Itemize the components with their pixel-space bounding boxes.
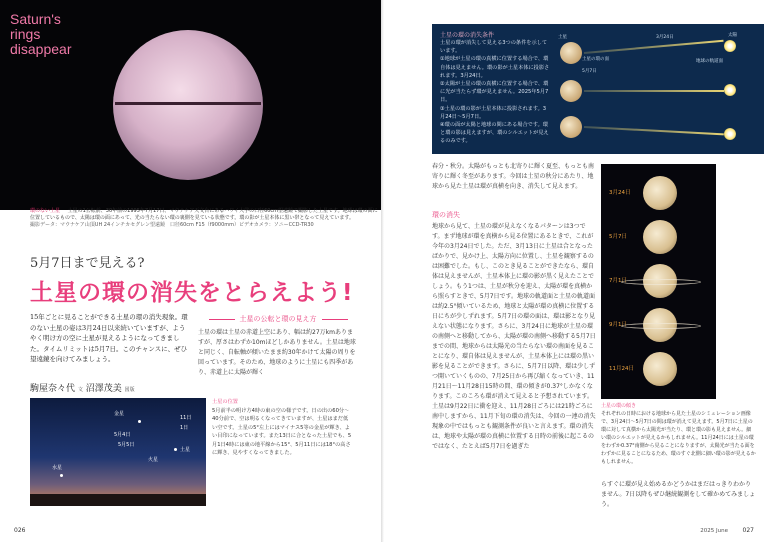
phase-row bbox=[601, 172, 716, 214]
label-mars: 火星 bbox=[148, 457, 159, 463]
phase-date-label: 5月7日 bbox=[609, 234, 627, 240]
label-d11: 11日 bbox=[180, 415, 192, 421]
label-d1: 1日 bbox=[180, 425, 189, 431]
byline bbox=[30, 381, 135, 394]
photo-caption bbox=[30, 208, 380, 229]
issue-label: 2025 June bbox=[700, 528, 728, 534]
page-number-right: 027 bbox=[742, 527, 754, 534]
label-mercury: 水星 bbox=[52, 465, 63, 471]
diagram-saturn-2 bbox=[560, 80, 582, 102]
phase-date-label: 11月24日 bbox=[609, 366, 634, 372]
ring-condition-diagram bbox=[432, 24, 764, 154]
sun-icon-3 bbox=[724, 128, 736, 140]
ring-phase-simulation bbox=[601, 164, 716, 399]
illustrator-role: 図版 bbox=[124, 387, 135, 393]
sunlight-beam-2 bbox=[584, 90, 724, 92]
section-heading: 土星の公転と環の見え方 bbox=[198, 314, 358, 324]
lede-subtitle: 5月7日まで見える? bbox=[30, 256, 145, 271]
sunlight-beam-3 bbox=[584, 126, 724, 135]
mercury-marker bbox=[60, 474, 63, 477]
label-venus: 金星 bbox=[114, 411, 125, 417]
caption-credit: 撮影データ：マウナケア山頂UH 24インチカセグレン望遠鏡 口径60cm F15（f9000mm）ビデオカメラ：ソニーCCD-TR30 bbox=[30, 222, 314, 228]
phase-date-label: 9月1日 bbox=[609, 322, 627, 328]
body-text-top: 春分・秋分。太陽がもっとも北寄りに輝く夏至、もっとも南寄りに輝く冬至があります。今回は土星の秋分にあたり、地球から見た土星は環が真横を向き、消失して見えます。 bbox=[432, 163, 595, 190]
sun-icon-2 bbox=[724, 84, 736, 96]
body-text: 土星の環は土星の赤道上空にあり、幅は約27万kmありますが、厚さはわずか10mほどしかありません。土星は地球と同じく、自転軸が傾いたまま約30年かけて太陽の周りを回っています。そのため、地球のように土星にも四季があり、赤道上に太陽が輝く bbox=[198, 329, 356, 376]
article-title: 土星の環の消失をとらえよう! bbox=[30, 280, 354, 306]
body-text-main: 地球から見て、土星の環が見えなくなるパターンは3つです。まず地球が環を真横から見る位置にあるときで、これが今年の3月24日でした。ただ、3月13日に土星は合となったばかりで、見かけ上、太陽方向に位置し、土星を観察するのは困難でした。もし、このとき見ることができたなら、環自体は見えませんが、土星本体上に環の影が黒く見えたことでしょう。もう1つは、土星が秋分を迎え、太陽が環を真横から照らすときで、5月7日です。地球の軌道面と土星の軌道面は約2.5°傾いているため、地球と太陽が環の真横に位置する日にちが少しずれます。5月7日の環の面は、環は影となり見えない状態になります。さらに、3月24日に地球が土星の環の南側へと移動してから、太陽が環の南側へ移動する5月7日までの間、地球からは太陽光の当たらない環の南面を見ることになり、環自体は見えませんが、土星本体上には環の黒い影を見ることができます。さらに、5月7日以降、環は少しずつ開いていくものの、7月25日から再び縮くなっていき、11月21日〜11月28日15時の間、環の傾きが0.37°しかなくなります。このころも環が消えて見えると予想されています。土星は9月22日に衝を迎え、11月28日ごろには21時ごろに南中しますから、11月下旬の環の消失は、今回の一連の消失現象の中ではもっとも観測条件が良いと言えます。環の消失は、地球や太陽が環の真横に位置する日時の前後に起こるのではなく、たとえば5月7日を過ぎた bbox=[432, 223, 596, 450]
phase-row bbox=[601, 260, 716, 302]
venus-marker bbox=[138, 420, 141, 423]
label-moon-1: 5月4日 bbox=[114, 432, 131, 438]
phase-ring bbox=[621, 323, 701, 329]
diagram-label-sun: 太陽 bbox=[728, 33, 737, 38]
body-text-end: らすぐに環が見え始めるかどうかはまだはっきりわかりません。7日以降もぜひ継続観測をして確かめてみましょう。 bbox=[601, 481, 756, 508]
phase-saturn bbox=[643, 176, 677, 210]
phase-saturn bbox=[643, 220, 677, 254]
phase-caption-tag: 土星の環の傾き bbox=[601, 403, 637, 409]
ring-shadow-band bbox=[115, 102, 261, 105]
dawn-sky-photo bbox=[30, 398, 206, 506]
sky-caption bbox=[212, 398, 352, 458]
sunlight-beam-1 bbox=[584, 40, 724, 54]
diagram-label-date1: 3月24日 bbox=[656, 35, 674, 40]
diagram-label-earth-orbit: 地球の軌道面 bbox=[696, 59, 723, 64]
saturn-image bbox=[113, 30, 263, 180]
phase-saturn bbox=[643, 352, 677, 386]
phase-caption-text: それぞれの日時における地球から見た土星のシミュレーション画像で、3月24日〜5月7日の間は環が消えて見えます。5月7日に土星の環に対して真横から太陽光が当たり、環と環の影も見えません。細い環のシルエットが見えるかもしれません。11月24日には土星の環をわずか0.37°南側から見ることになりますが、太陽光が当たる面をわずかに見ることになるため、環のすぐ北側に細い環の影が見えるかもしれません。 bbox=[601, 411, 756, 465]
illustrator-name: 沼澤茂美 bbox=[85, 384, 122, 394]
phase-row bbox=[601, 216, 716, 258]
diagram-label-date2: 5月7日 bbox=[582, 69, 597, 74]
page-number-left: 026 bbox=[14, 527, 26, 534]
label-saturn: 土星 bbox=[180, 447, 191, 453]
sky-caption-text: 5月前半の明け方4時の東の空の様子です。日の出の60分〜40分前で、空は明るくなってきていますが、土星はまだ低い空です。土星の5°左上にはマイナス5等の金星が輝き、よい目印になっています。また13日に合となった土星でも、5月1日4時には東の地平線から15°、5月11日には18°の高さに輝き、見やすくなってきました。 bbox=[212, 407, 352, 456]
saturn-marker bbox=[174, 448, 177, 451]
diagram-label-saturn: 土星 bbox=[558, 35, 567, 40]
diagram-text: 土星の環が消失して見える3つの条件を示しています。 ①地球が土星の環の真横に位置する場合で、環自体は見えません。環の影が土星本体に投影されます。3月24日。 ②太陽が土星の環の真横に位置する場合で、環に光が当たらず環が見えません。2025年5月7日。 ③土星の環の影が土星本体に投影されます。3月24日〜5月7日。 ④環の面が太陽と地球の間にある場合です。環と環の影は見えますが、環のシルエットが見えるのみです。 bbox=[440, 40, 550, 145]
right-page bbox=[384, 0, 768, 542]
diagram-title: 土星の環の消失条件 bbox=[440, 32, 495, 39]
sun-icon-1 bbox=[724, 40, 736, 52]
section-heading-disappear: 環の消失 bbox=[432, 211, 460, 219]
caption-tag: 環のない土星 bbox=[30, 208, 61, 214]
diagram-label-ring-plane: 土星の環の面 bbox=[582, 57, 609, 62]
phase-date-label: 7月1日 bbox=[609, 278, 627, 284]
sky-caption-tag: 土星の位置 bbox=[212, 399, 238, 405]
label-moon-2: 5月5日 bbox=[118, 442, 135, 448]
phase-row bbox=[601, 348, 716, 390]
saturn-photo bbox=[0, 0, 384, 210]
author-name: 駒屋奈々代 bbox=[30, 384, 76, 394]
intro-paragraph: 15年ごとに見ることができる土星の環の消失現象。環のない土星の姿は3月24日以来続いていますが、ようやく明け方の空に土星が見えるようになってきました。タイムリミットは5月7日。このチャンスに、ぜひ望遠鏡を向けてみましょう。 bbox=[30, 313, 188, 363]
diagram-saturn-1 bbox=[560, 42, 582, 64]
english-title: Saturn's rings disappear bbox=[10, 11, 72, 57]
phase-caption bbox=[601, 402, 756, 466]
horizon-silhouette bbox=[30, 494, 206, 506]
phase-date-label: 3月24日 bbox=[609, 190, 631, 196]
phase-ring bbox=[621, 279, 701, 285]
phase-row bbox=[601, 304, 716, 346]
author-role: 文 bbox=[77, 387, 83, 393]
diagram-saturn-3 bbox=[560, 116, 582, 138]
caption-text: 土星の1公転前、30年前の1995年7月17日、マウナケア天文台にあるハワイ大学の口径60cm望遠鏡で撮影した土星です。地球は環の面に位置しているもので、太陽は環の面にあって、光の当たらない環の裏側を見ている状態です。環の影が土星本体に黒い帯となって見えています。 bbox=[30, 208, 378, 221]
